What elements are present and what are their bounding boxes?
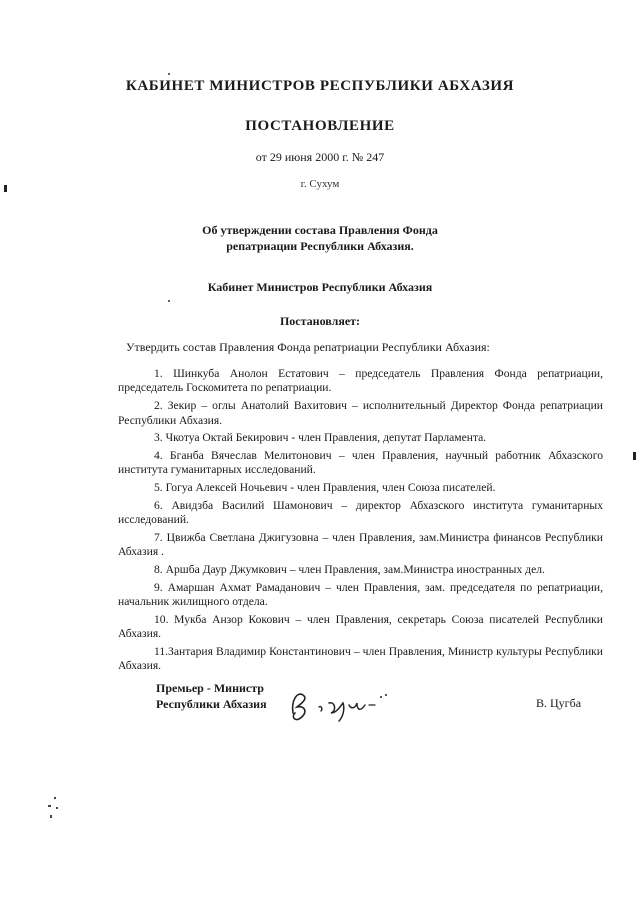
subject-line: Об утверждении состава Правления Фонда — [202, 223, 438, 237]
date-number: от 29 июня 2000 г. № 247 — [255, 150, 385, 164]
list-item: 2. Зекир – оглы Анатолий Вахитович – исполнительный Директор Фонда репатриации Республики Абхазия. — [118, 399, 603, 427]
scan-mark — [633, 452, 636, 460]
document-type: ПОСТАНОВЛЕНИЕ — [245, 118, 395, 134]
list-item: 7. Цвижба Светлана Джигузовна – член Правления, зам.Министра финансов Республики Абхазия . — [118, 530, 603, 559]
list-item: 8. Аршба Даур Джумкович – член Правления, зам.Министра иностранных дел. — [154, 562, 545, 576]
list-item: 3. Чкотуа Октай Бекирович - член Правления, депутат Парламента. — [154, 431, 487, 445]
members-list — [118, 367, 603, 677]
signatory-title — [156, 680, 267, 712]
handwritten-signature — [285, 683, 405, 727]
list-item: 6. Авидзба Василий Шамонович – директор Абхазского института гуманитарных исследований. — [118, 498, 603, 527]
list-item: 11.Зантария Владимир Константинович – член Правления, Министр культуры Республики Абхазия. — [118, 644, 603, 673]
issuer: Кабинет Министров Республики Абхазия — [207, 280, 433, 294]
subject-line: репатриации Республики Абхазия. — [226, 239, 414, 253]
decree-word: Постановляет: — [279, 314, 361, 328]
signatory-title-line: Премьер - Министр — [156, 681, 264, 695]
intro-text: Утвердить состав Правления Фонда репатриации Республики Абхазия: — [126, 340, 490, 354]
list-item: 9. Амаршан Ахмат Рамаданович – член Правления, зам. председателя по репатриации, начальник жилищного отдела. — [118, 580, 603, 609]
signatory-title-line: Республики Абхазия — [156, 697, 267, 711]
scan-speck — [168, 300, 170, 302]
city: г. Сухум — [300, 178, 340, 190]
signatory-name: В. Цугба — [536, 696, 582, 710]
organization-title: КАБИНЕТ МИНИСТРОВ РЕСПУБЛИКИ АБХАЗИЯ — [125, 78, 515, 94]
list-item: 10. Мукба Анзор Кокович – член Правления, секретарь Союза писателей Республики Абхазия. — [118, 612, 603, 641]
list-item: 1. Шинкуба Анолон Естатович – председатель Правления Фонда репатриации, председатель Госкомитета по репатриации. — [118, 367, 603, 395]
scan-speck — [168, 73, 170, 75]
subject-heading — [0, 222, 640, 254]
list-item: 4. Бганба Вячеслав Мелитонович – член Правления, научный работник Абхазского института гуманитарных исследований. — [118, 448, 603, 477]
list-item: 5. Гогуа Алексей Ночьевич - член Правления, член Союза писателей. — [154, 481, 496, 495]
scan-marks — [44, 795, 64, 825]
